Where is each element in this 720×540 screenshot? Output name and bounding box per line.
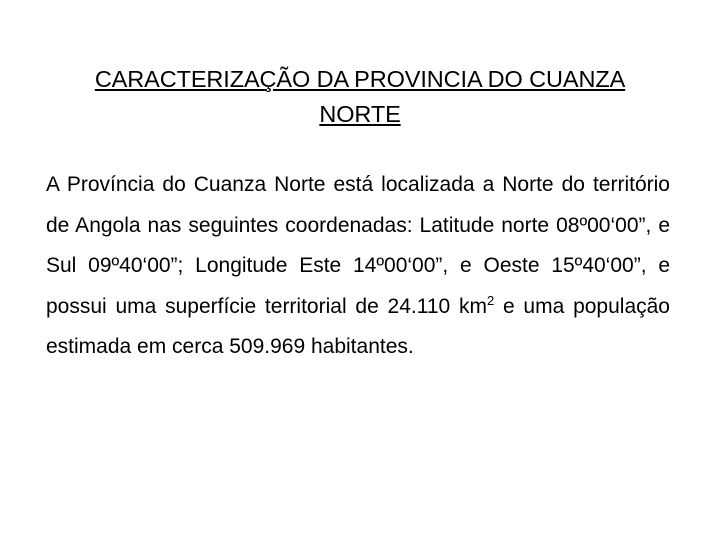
title-line-2: NORTE bbox=[319, 101, 401, 127]
superscript-exponent: 2 bbox=[486, 292, 495, 308]
slide-title bbox=[40, 62, 680, 132]
title-line-1: CARACTERIZAÇÃO DA PROVINCIA DO CUANZA bbox=[94, 66, 626, 92]
body-text-tail: e uma população estimada em cerca 509.969 habitantes. bbox=[46, 294, 670, 358]
body-paragraph bbox=[46, 165, 670, 368]
body-text-main: A Província do Cuanza Norte está localizada a Norte do território de Angola nas seguintes coordenadas: Latitude norte 08º00‘00”, e Sul 09º40‘00”; Longitude Este 14º00‘00”, e Oeste 15º40‘00”, e possui uma superfície territorial de 24.110 km bbox=[46, 173, 670, 318]
